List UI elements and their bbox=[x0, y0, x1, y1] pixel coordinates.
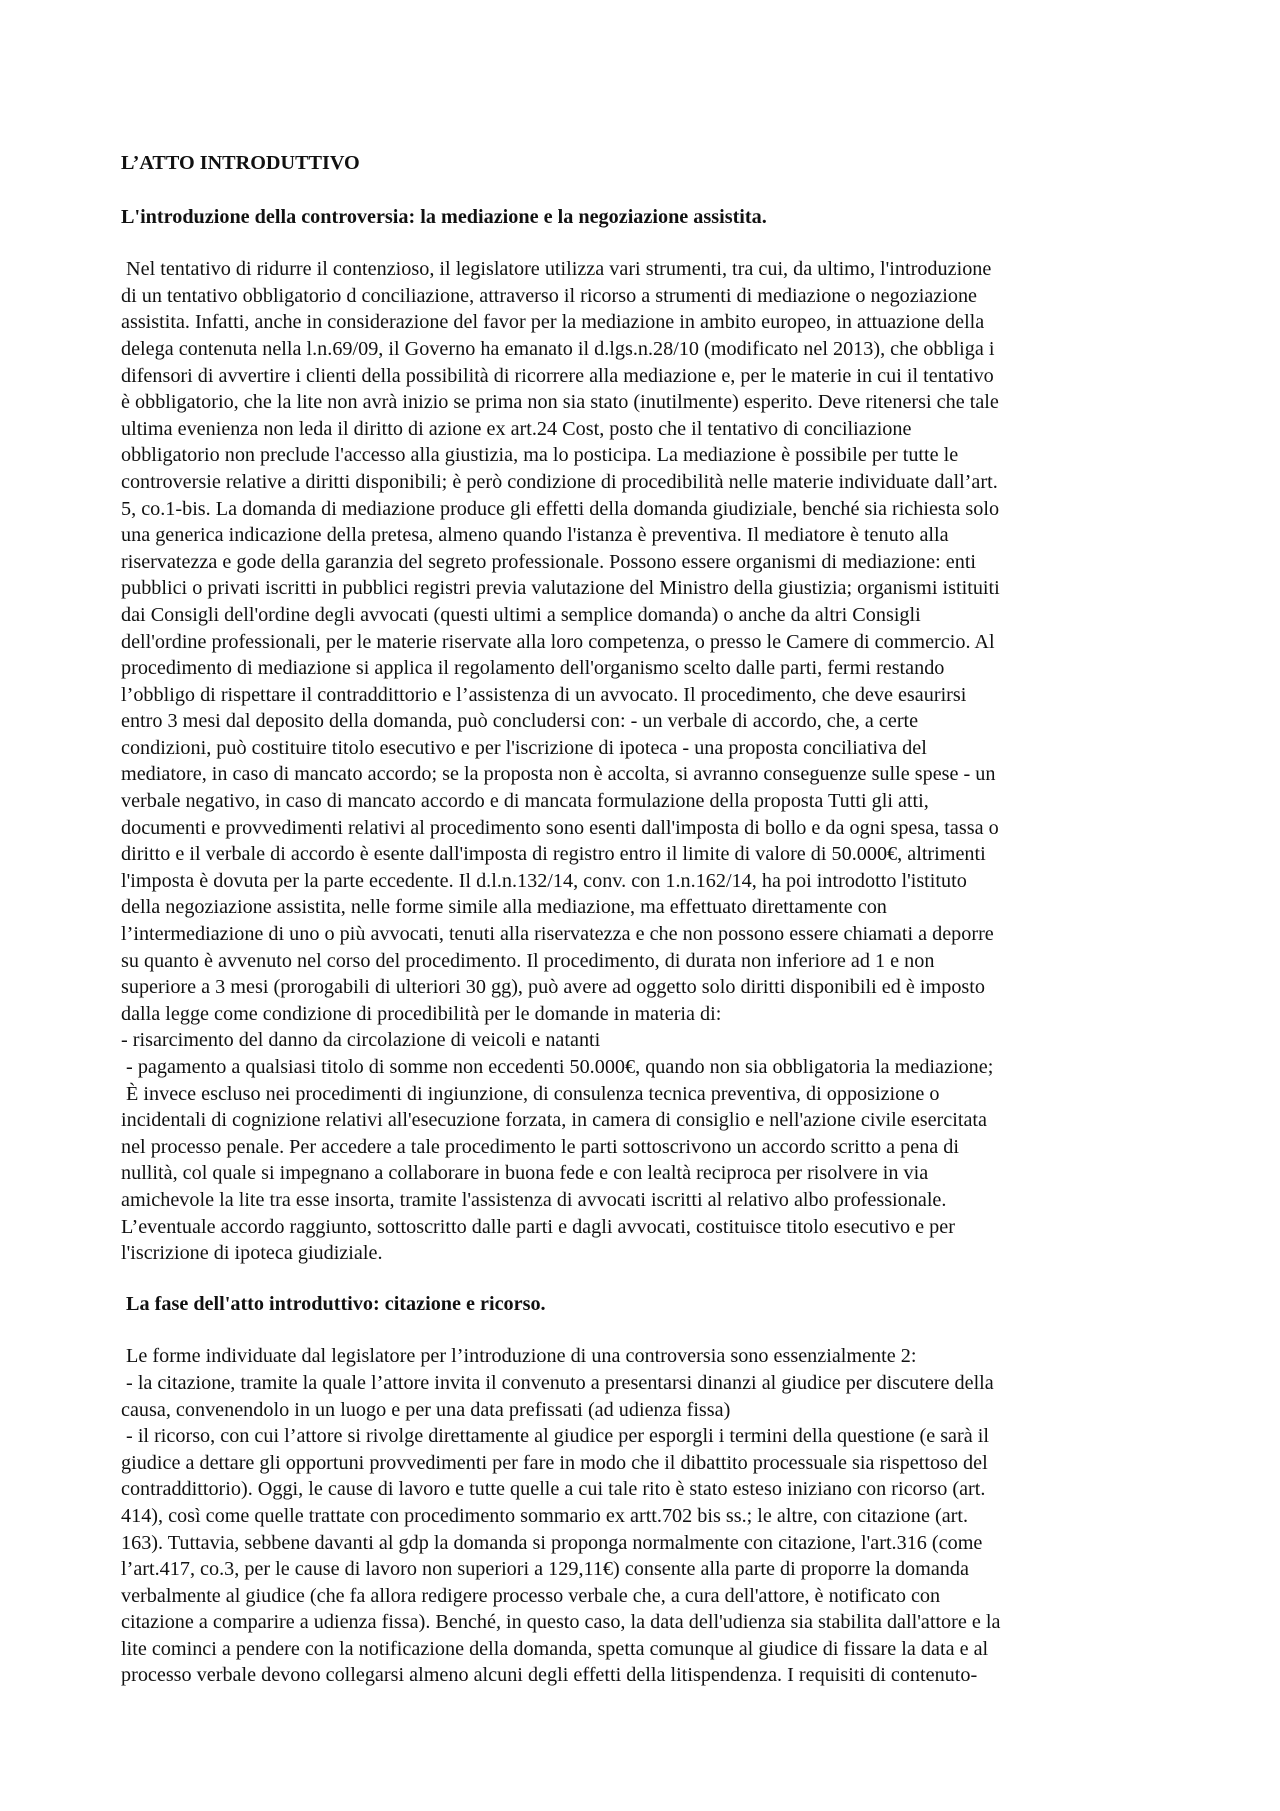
text-line: superiore a 3 mesi (prorogabili di ulteriori 30 gg), può avere ad oggetto solo diritti disponibili ed è imposto bbox=[121, 976, 985, 999]
text-line: della negoziazione assistita, nelle forme simile alla mediazione, ma effettuato direttamente con bbox=[121, 896, 887, 919]
text-line: è obbligatorio, che la lite non avrà inizio se prima non sia stato (inutilmente) esperito. Deve ritenersi che tale bbox=[121, 391, 999, 414]
text-line: 5, co.1-bis. La domanda di mediazione produce gli effetti della domanda giudiziale, benché sia richiesta solo bbox=[121, 497, 1000, 520]
text-line: procedimento di mediazione si applica il regolamento dell'organismo scelto dalle parti, fermi restando bbox=[121, 657, 945, 680]
paragraph-mediazione bbox=[121, 256, 1161, 1267]
text-line: contraddittorio). Oggi, le cause di lavoro e tutte quelle a cui tale rito è stato esteso iniziano con ricorso (art. bbox=[121, 1478, 986, 1501]
text-line: nullità, col quale si impegnano a collaborare in buona fede e con lealtà reciproca per risolvere in via bbox=[121, 1162, 929, 1185]
text-line: L’eventuale accordo raggiunto, sottoscritto dalle parti e dagli avvocati, costituisce titolo esecutivo e per bbox=[121, 1215, 955, 1238]
text-line: una generica indicazione della pretesa, almeno quando l'istanza è preventiva. Il mediatore è tenuto alla bbox=[121, 524, 949, 547]
text-line: È invece escluso nei procedimenti di ingiunzione, di consulenza tecnica preventiva, di opposizione o bbox=[121, 1082, 940, 1105]
text-line: delega contenuta nella l.n.69/09, il Governo ha emanato il d.lgs.n.28/10 (modificato nel 2013), che obbliga i bbox=[121, 337, 995, 360]
section-heading-mediazione: L'introduzione della controversia: la mediazione e la negoziazione assistita. bbox=[121, 205, 767, 228]
text-line: l’art.417, co.3, per le cause di lavoro non superiori a 129,11€) consente alla parte di proporre la domanda bbox=[121, 1558, 969, 1581]
text-line: l'imposta è dovuta per la parte eccedente. Il d.l.n.132/14, conv. con 1.n.162/14, ha poi introdotto l'istituto bbox=[121, 869, 967, 892]
text-line: assistita. Infatti, anche in considerazione del favor per la mediazione in ambito europeo, in attuazione della bbox=[121, 311, 985, 334]
section-heading-atto-introduttivo: La fase dell'atto introduttivo: citazione e ricorso. bbox=[121, 1292, 546, 1315]
text-line: - pagamento a qualsiasi titolo di somme non eccedenti 50.000€, quando non sia obbligatoria la mediazione; bbox=[121, 1056, 994, 1078]
text-line: diritto e il verbale di accordo è esente dall'imposta di registro entro il limite di valore di 50.000€, altrimenti bbox=[121, 843, 986, 866]
text-line: citazione a comparire a udienza fissa). Benché, in questo caso, la data dell'udienza sia stabilita dall'attore e la bbox=[121, 1611, 1001, 1634]
text-line: giudice a dettare gli opportuni provvedimenti per fare in modo che il dibattito processuale sia rispettoso del bbox=[121, 1451, 988, 1474]
paragraph-citazione-ricorso bbox=[121, 1343, 1161, 1689]
text-line: difensori di avvertire i clienti della possibilità di ricorrere alla mediazione e, per le materie in cui il tentativo bbox=[121, 364, 994, 387]
text-line: entro 3 mesi dal deposito della domanda, può concludersi con: - un verbale di accordo, che, a certe bbox=[121, 710, 919, 733]
text-line: amichevole la lite tra esse insorta, tramite l'assistenza di avvocati iscritti al relativo albo professionale. bbox=[121, 1188, 947, 1211]
text-line: lite cominci a pendere con la notificazione della domanda, spetta comunque al giudice di fissare la data e al bbox=[121, 1637, 989, 1660]
text-line: su quanto è avvenuto nel corso del procedimento. Il procedimento, di durata non inferiore ad 1 e non bbox=[121, 949, 935, 972]
text-line: ultima evenienza non leda il diritto di azione ex art.24 Cost, posto che il tentativo di conciliazione bbox=[121, 417, 912, 440]
text-line: dai Consigli dell'ordine degli avvocati (questi ultimi a semplice domanda) o anche da altri Consigli bbox=[121, 603, 921, 626]
text-line: dell'ordine professionali, per le materie riservate alla loro competenza, o presso le Camere di commercio. Al bbox=[121, 630, 995, 653]
text-line: 163). Tuttavia, sebbene davanti al gdp la domanda si proponga normalmente con citazione, l'art.316 (come bbox=[121, 1531, 983, 1554]
text-line: pubblici o privati iscritti in pubblici registri previa valutazione del Ministro della giustizia; organismi istituiti bbox=[121, 577, 1000, 600]
text-line: causa, convenendolo in un luogo e per una data prefissati (ad udienza fissa) bbox=[121, 1398, 731, 1421]
text-line: verbale negativo, in caso di mancato accordo e di mancata formulazione della proposta Tutti gli atti, bbox=[121, 790, 929, 813]
text-line: nel processo penale. Per accedere a tale procedimento le parti sottoscrivono un accordo scritto a pena di bbox=[121, 1135, 959, 1158]
text-line: Le forme individuate dal legislatore per l’introduzione di una controversia sono essenzialmente 2: bbox=[121, 1345, 917, 1368]
document-title: L’ATTO INTRODUTTIVO bbox=[121, 152, 360, 174]
text-line: condizioni, può costituire titolo esecutivo e per l'iscrizione di ipoteca - una proposta conciliativa del bbox=[121, 736, 927, 759]
text-line: controversie relative a diritti disponibili; è però condizione di procedibilità nelle materie individuate dall’art. bbox=[121, 470, 998, 493]
text-line: - la citazione, tramite la quale l’attore invita il convenuto a presentarsi dinanzi al giudice per discutere della bbox=[121, 1371, 994, 1394]
text-line: documenti e provvedimenti relativi al procedimento sono esenti dall'imposta di bollo e da ogni spesa, tassa o bbox=[121, 816, 999, 839]
text-line: l’obbligo di rispettare il contraddittorio e l’assistenza di un avvocato. Il procedimento, che deve esaurirsi bbox=[121, 683, 967, 706]
text-line: l’intermediazione di uno o più avvocati, tenuti alla riservatezza e che non possono essere chiamati a deporre bbox=[121, 923, 994, 946]
text-line: processo verbale devono collegarsi almeno alcuni degli effetti della litispendenza. I requisiti di contenuto- bbox=[121, 1664, 978, 1687]
text-line: di un tentativo obbligatorio d conciliazione, attraverso il ricorso a strumenti di mediazione o negoziazione bbox=[121, 284, 978, 307]
text-line: Nel tentativo di ridurre il contenzioso, il legislatore utilizza vari strumenti, tra cui, da ultimo, l'introduzione bbox=[121, 258, 992, 281]
text-line: dalla legge come condizione di procedibilità per le domande in materia di: bbox=[121, 1002, 722, 1025]
text-line: mediatore, in caso di mancato accordo; se la proposta non è accolta, si avranno conseguenze sulle spese - un bbox=[121, 763, 996, 786]
text-line: riservatezza e gode della garanzia del segreto professionale. Possono essere organismi di mediazione: enti bbox=[121, 550, 977, 573]
document-body bbox=[121, 150, 1161, 1689]
text-line: - il ricorso, con cui l’attore si rivolge direttamente al giudice per esporgli i termini della questione (e sarà il bbox=[121, 1425, 989, 1448]
text-line: - risarcimento del danno da circolazione di veicoli e natanti bbox=[121, 1029, 601, 1052]
text-line: l'iscrizione di ipoteca giudiziale. bbox=[121, 1242, 383, 1265]
text-line: incidentali di cognizione relativi all'esecuzione forzata, in camera di consiglio e nell'azione civile esercitata bbox=[121, 1109, 987, 1132]
text-line: 414), così come quelle trattate con procedimento sommario ex artt.702 bis ss.; le altre, con citazione (art. bbox=[121, 1504, 969, 1527]
text-line: obbligatorio non preclude l'accesso alla giustizia, ma lo posticipa. La mediazione è possibile per tutte le bbox=[121, 444, 959, 467]
text-line: verbalmente al giudice (che fa allora redigere processo verbale che, a cura dell'attore, è notificato con bbox=[121, 1584, 941, 1607]
